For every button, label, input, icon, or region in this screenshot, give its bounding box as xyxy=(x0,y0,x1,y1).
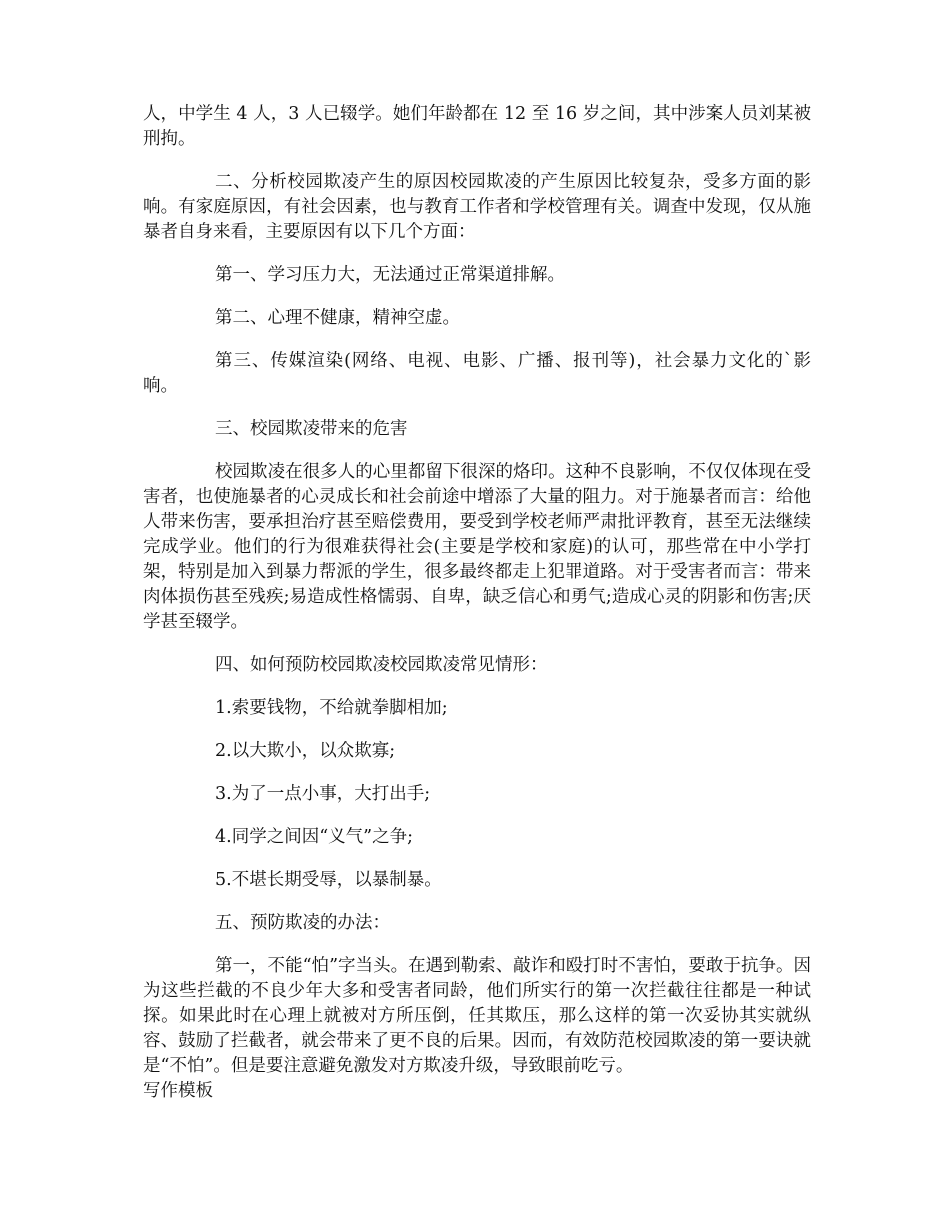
cause-item-1: 第一、学习压力大，无法通过正常渠道排解。 xyxy=(215,265,565,285)
closing-line: 写作模板 xyxy=(143,1081,213,1101)
section-3-heading: 三、校园欺凌带来的危害 xyxy=(215,419,408,439)
situation-item-5: 5.不堪长期受辱，以暴制暴。 xyxy=(215,870,442,890)
section-3-body: 校园欺凌在很多人的心里都留下很深的烙印。这种不良影响，不仅仅体现在受害者，也使施暴者的心灵成长和社会前途中增添了大量的阻力。对于施暴者而言：给他人带来伤害，要承担治疗甚至赔偿费用，要受到学校老师严肃批评教育，甚至无法继续完成学业。他们的行为很难获得社会(主要是学校和家庭)的认可，那些常在中小学打架，特别是加入到暴力帮派的学生，很多最终都走上犯罪道路。对于受害者而言：带来肉体损伤甚至残疾;易造成性格懦弱、自卑，缺乏信心和勇气;造成心灵的阴影和伤害;厌学甚至辍学。 xyxy=(143,462,811,632)
situation-item-3: 3.为了一点小事，大打出手; xyxy=(215,784,431,804)
situation-item-2: 2.以大欺小，以众欺寡; xyxy=(215,741,396,761)
section-2-heading-paragraph: 二、分析校园欺凌产生的原因校园欺凌的产生原因比较复杂，受多方面的影响。有家庭原因，有社会因素，也与教育工作者和学校管理有关。调查中发现，仅从施暴者自身来看，主要原因有以下几个方面： xyxy=(143,172,811,242)
situation-item-1: 1.索要钱物，不给就拳脚相加; xyxy=(215,698,448,718)
document-page xyxy=(143,102,811,1104)
method-1-paragraph: 第一，不能“怕”字当头。在遇到勒索、敲诈和殴打时不害怕，要敢于抗争。因为这些拦截的不良少年大多和受害者同龄，他们所实行的第一次拦截往往都是一种试探。如果此时在心理上就被对方所压倒，任其欺压，那么这样的第一次妥协其实就纵容、鼓励了拦截者，就会带来了更不良的后果。因而，有效防范校园欺凌的第一要诀就是“不怕”。但是要注意避免激发对方欺凌升级，导致眼前吃亏。 xyxy=(143,956,811,1076)
cause-item-3: 第三、传媒渲染(网络、电视、电影、广播、报刊等)，社会暴力文化的`影响。 xyxy=(143,351,811,396)
section-5-heading: 五、预防欺凌的办法： xyxy=(215,913,390,933)
section-4-heading: 四、如何预防校园欺凌校园欺凌常见情形： xyxy=(215,655,548,675)
situation-item-4: 4.同学之间因“义气”之争; xyxy=(215,827,413,847)
paragraph-intro-continuation: 人，中学生 4 人，3 人已辍学。她们年龄都在 12 至 16 岁之间，其中涉案人员刘某被刑拘。 xyxy=(143,104,811,149)
cause-item-2: 第二、心理不健康，精神空虚。 xyxy=(215,308,460,328)
